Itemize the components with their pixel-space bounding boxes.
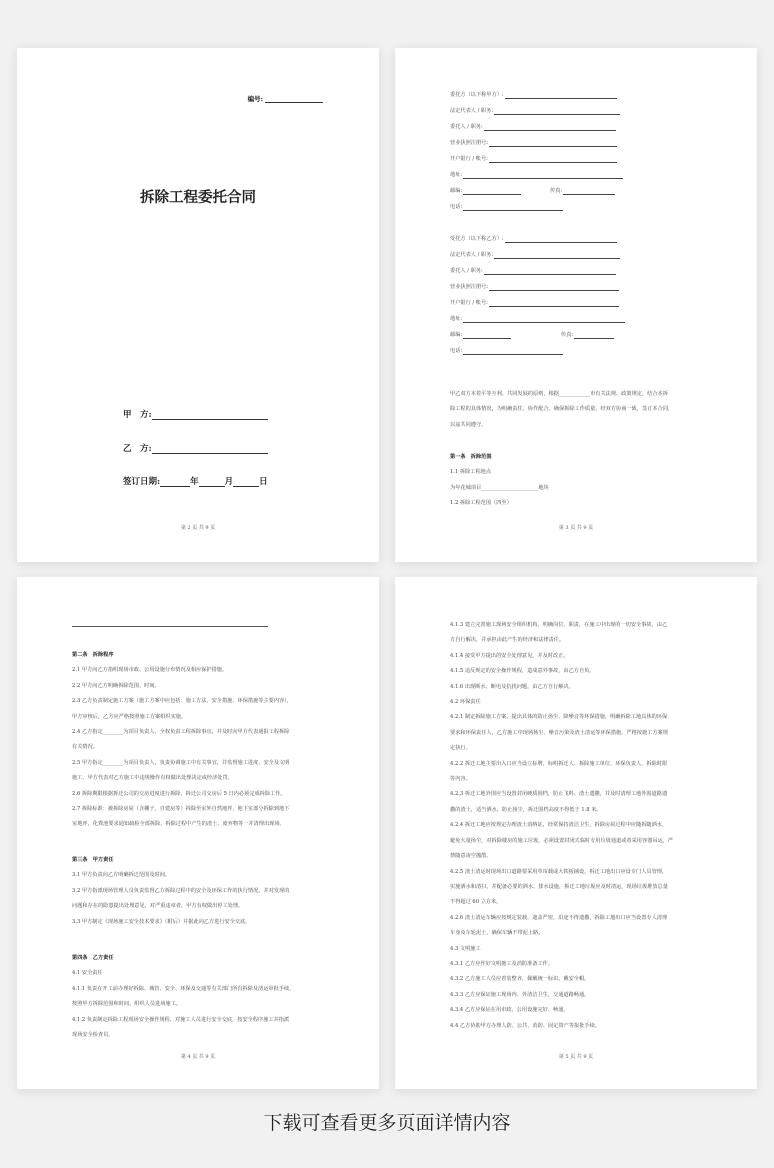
sign-date-field xyxy=(123,475,268,487)
text-line: 3.1 甲方负责向乙方明确拆迁范围及时间。 xyxy=(72,872,171,879)
party-a-agent: 委托人 / 职务: xyxy=(450,124,616,131)
text-line: 等内容。 xyxy=(450,776,471,783)
text-line: 2.7 拆除标准：被拆除房屋（含棚子、自建房等）拆除至室外自然地坪，地下室部分拆除到地下 xyxy=(72,806,290,813)
page-footer: 第 4 页 共 9 页 xyxy=(180,1054,216,1060)
text-line: 甲方审核后，乙方应严格按照施工方案组织实施。 xyxy=(72,713,187,720)
party-b-postcode: 邮编: xyxy=(450,332,511,339)
text-line: 车身及车轮泥土，确保车辆不带泥上路。 xyxy=(450,930,544,937)
text-line: 4.1.6 出现断水、断电及抗扰问题，由乙方自行解决。 xyxy=(450,683,574,690)
article-1: 第一条 拆除范围 1.1 拆除工程地点 为年花城项目______________________地块 1.2 拆除工程范围（四至） xyxy=(450,450,549,512)
text-line: 不得超过 60 立方米。 xyxy=(450,899,502,906)
party-b-field xyxy=(123,442,268,454)
article-3-title: 第三条 甲方责任 xyxy=(72,857,114,863)
serial-number-field xyxy=(248,94,323,103)
text-line: 要求和环保责任人，乙方施工中现场扬尘、噪音污染及渣土清运等环保措施，严格按施工方案规 xyxy=(450,729,668,736)
party-a-bank: 开户银行 / 帐号: xyxy=(450,156,617,163)
text-line: 2.5 甲方指定________为项目负责人，负责协调施工中有关事宜，并监督施工进度、安全及文明 xyxy=(72,759,290,766)
party-a-head: 委托方（以下称甲方）: xyxy=(450,92,617,99)
party-b-head: 受托方（以下称乙方）: xyxy=(450,236,617,243)
text-line: 2.6 拆除期限根据拆迁公司的交房进度进行拆除，拆迁公司交房后 5 日内必须完成拆除工作。 xyxy=(72,790,286,797)
party-a-phone: 电话: xyxy=(450,204,563,211)
text-line: 4.3 文明施工 xyxy=(450,945,481,952)
text-line: 4.1.5 违反规定的安全操作规程，造成意外事故，由乙方自负。 xyxy=(450,668,595,675)
party-a-address: 地址: xyxy=(450,172,623,179)
text-line: 4.3.1 乙方应作好文明施工及消防准备工作。 xyxy=(450,960,554,967)
text-line: 4.4 乙方协助甲方办理人防、公共、消防、固定资产等报批手续。 xyxy=(450,1022,600,1029)
text-line: 3.2 甲方指派现场管理人员负责监督乙方拆除过程中的安全及环保工作的执行情况，并对发现的 xyxy=(72,887,290,894)
text-line: 4.1.2 负责制定拆除工程现场安全操作规程，对施工人员进行安全交底，按安全程序施工并指派 xyxy=(72,1016,290,1023)
party-a-label: 甲 方: xyxy=(123,410,152,420)
text-line: 方自行解决，并承担由此产生的经济和法律责任。 xyxy=(450,637,565,644)
text-line: 实施洒水和清扫，并配备必要的洒水、排水设施，拆迁工地垃圾应及时清运，现场垃圾堆放总量 xyxy=(450,883,668,890)
text-line: 4.3.4 乙方应保证在用市政、公用设施完好、畅通。 xyxy=(450,1007,569,1014)
month-label: 月 xyxy=(224,477,234,487)
party-b-agent: 委托人 / 职务: xyxy=(450,268,616,275)
article-1-title: 第一条 拆除范围 xyxy=(450,454,492,460)
party-a-legal-rep: 法定代表人 / 职务: xyxy=(450,108,620,115)
text-line: 按照甲方拆除范围和时间，组织人员进场施工。 xyxy=(72,1001,181,1008)
cover-page xyxy=(17,48,379,562)
text-line: 4.2.5 渣土清运时现场出口道路要采用草帘载或大铁板铺设，拆迁工地出口应设专门人员管理， xyxy=(450,868,668,875)
day-label: 日 xyxy=(259,477,268,487)
text-line: 禁随意凌空抛散。 xyxy=(450,853,492,860)
text-line: 4.1.1 负责在开工前办理好拆除、城管、安全、环保及交通等有关部门所有拆除及清运审批手续， xyxy=(72,985,295,992)
party-a-fax: 传真: xyxy=(550,188,615,195)
text-line: 撒的渣土，适当洒水，防止扬尘，拆迁围档高度不得低于 1.8 米。 xyxy=(450,806,602,813)
text-line: 4.1.3 建立完善施工现场安全组织机构，明确岗位、职责，在施工中出现的一切安全事故，由乙 xyxy=(450,622,668,628)
party-a-license: 营业执照注册号: xyxy=(450,140,617,147)
text-line: 现场安全检查员。 xyxy=(72,1032,114,1039)
text-line: 2.1 甲方向乙方指明现场市政、公用设施分布情况及相应保护措施。 xyxy=(72,667,228,674)
text-line: 2.2 甲方向乙方明确拆除范围、时间。 xyxy=(72,682,160,689)
party-b-address: 地址: xyxy=(450,316,625,323)
article-3 xyxy=(72,853,362,930)
party-b-fax: 传真: xyxy=(561,332,614,339)
text-line: 4.2.2 拆迁工地主要出入口应当设立标牌，标明拆迁人、拆除施工单位、环保负责人、拆除时限 xyxy=(450,760,668,767)
page-footer: 第 2 页 共 9 页 xyxy=(180,525,216,531)
text-line: 4.3.3 乙方应保证施工现场内、外清洁卫生，交通道路畅通。 xyxy=(450,991,590,998)
text-line: 4.2.1 制定拆除施工方案，提出具体的防止扬尘、降噪音等环保措施，明确拆除工地具体的环保 xyxy=(450,714,668,721)
article-2 xyxy=(72,648,362,833)
article-4-continued xyxy=(450,618,740,1034)
intro-paragraph: 甲乙双方本着平等互利、共同发展的原则，根据____________市有关法规、政策规定，结合本拆 除工程的具体情况，为明确责任、协作配合、确保拆除工作质量，经双方协商一致，签订本合同， 以兹共同遵守。 xyxy=(450,391,674,428)
articles-page-5 xyxy=(395,577,757,1089)
contract-title: 拆除工程委托合同 xyxy=(140,190,256,206)
year-label: 年 xyxy=(190,477,199,487)
article-4-title: 第四条 乙方责任 xyxy=(72,955,114,961)
article-2-title: 第二条 拆除程序 xyxy=(72,652,114,658)
text-line: 4.3.2 乙方施工人员应着装整齐，佩戴统一标识，戴安全帽。 xyxy=(450,976,590,983)
party-a-postcode: 邮编: xyxy=(450,188,521,195)
article-4 xyxy=(72,951,362,1043)
sign-date-label: 签订日期: xyxy=(123,477,161,487)
serial-label: 编号: xyxy=(247,95,263,103)
text-line: 4.1 安全责任 xyxy=(72,970,103,977)
text-line: 2.3 乙方负责制定施工方案（施工方案中应包括：施工方法、安全措施、环保措施等主要内容）， xyxy=(72,698,292,705)
page-footer: 第 3 页 共 9 页 xyxy=(558,525,594,531)
party-b-phone: 电话: xyxy=(450,348,563,355)
text-line: 4.1.4 接受甲方提出的安全处理意见，并及时改正。 xyxy=(450,652,569,659)
divider xyxy=(72,626,268,627)
download-caption: 下载可查看更多页面详情内容 xyxy=(263,1112,511,1134)
text-line: 定执行。 xyxy=(450,745,471,752)
text-line: 4.2.3 拆迁工地外围应当设置封闭硬质围档，防止飞料、渣土遗撒，并及时清理工地外围道路遗 xyxy=(450,791,668,798)
text-line: 4.2 环保责任 xyxy=(450,699,481,706)
parties-page xyxy=(395,48,757,562)
text-line: 问题和存在的隐患提出处理意见，对严重违章者，甲方有权做出停工处理。 xyxy=(72,903,244,910)
articles-page-4 xyxy=(17,577,379,1089)
party-b-bank: 开户银行 / 帐号: xyxy=(450,300,619,307)
page-footer: 第 5 页 共 9 页 xyxy=(558,1054,594,1060)
text-line: 3.3 甲方制定《现场施工安全技术要求》（附后）并据此向乙方进行安全交底。 xyxy=(72,918,251,925)
party-b-legal-rep: 法定代表人 / 职务: xyxy=(450,252,620,259)
text-line: 2.4 乙方指定________为项目负责人，全权负责工程拆除事宜，并及时向甲方代表通报工程拆除 xyxy=(72,729,290,736)
party-b-license: 营业执照注册号: xyxy=(450,284,619,291)
text-line: 4.2.4 拆迁工地应按规定办理渣土消纳证，经常保持清洁卫生，拆除房屋过程中应随拆随洒水， xyxy=(450,822,668,829)
text-line: 室地坪，化粪池要求通知疏检全部拆除，拆除过程中产生的渣土、废弃物等一并清理出现场。 xyxy=(72,821,285,828)
party-a-field xyxy=(123,408,268,420)
text-line: 施工，甲方代表对乙方施工中违规操作有权做出处理决定或经济处罚。 xyxy=(72,775,233,782)
text-line: 4.2.6 渣土清运车辆应按规定装载，遮盖严密，沿途不得遗撒，拆除工地出口应当设置专人清理 xyxy=(450,914,668,921)
text-line: 有关情况。 xyxy=(72,744,98,751)
text-line: 避免大量扬尘，对拆除楼房的施工垃圾，必须设置封闭式临时专用垃圾通道或者采用容器吊运，严 xyxy=(450,837,674,844)
party-b-label: 乙 方: xyxy=(123,444,152,454)
